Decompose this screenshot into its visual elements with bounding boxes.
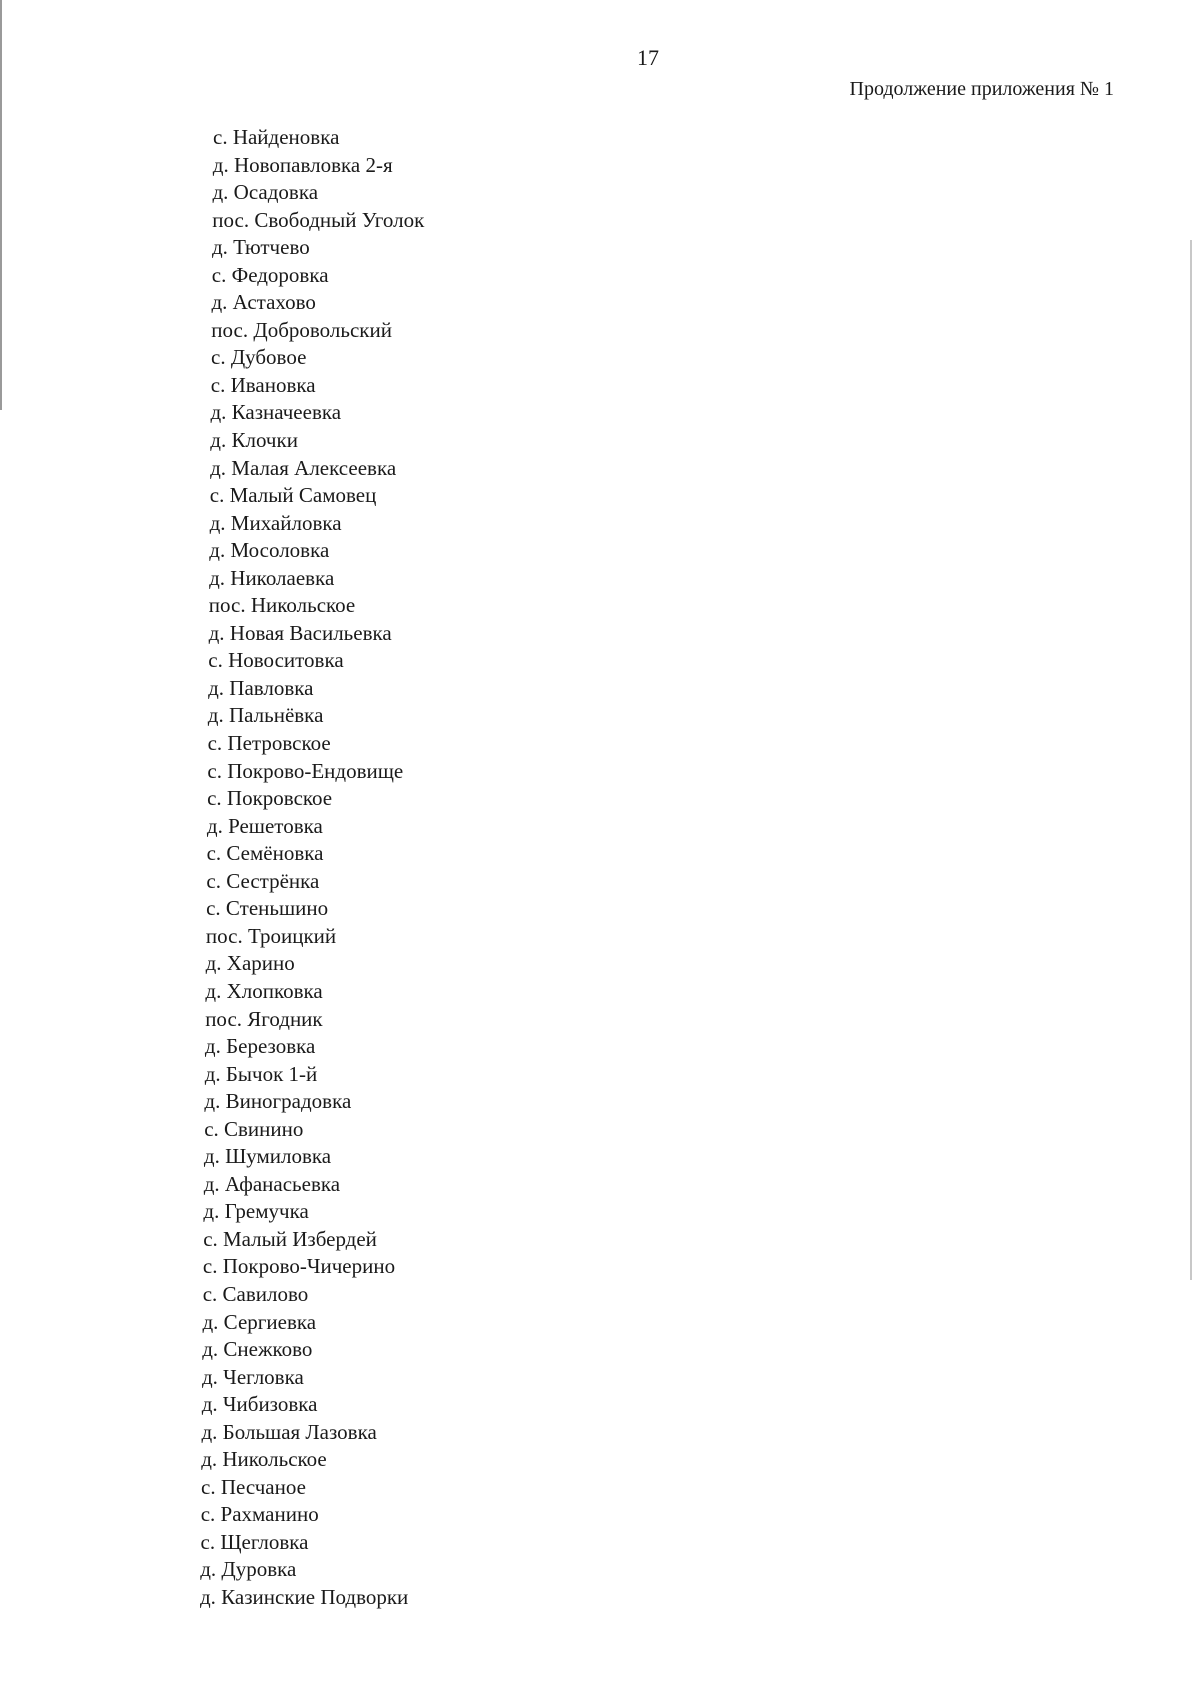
settlement-item: д. Афанасьевка bbox=[203, 1171, 341, 1196]
settlement-item: д. Березовка bbox=[204, 1034, 316, 1059]
settlement-item: д. Тютчево bbox=[212, 235, 310, 260]
settlement-item: д. Шумиловка bbox=[203, 1144, 332, 1169]
settlement-item: с. Песчаное bbox=[201, 1474, 306, 1499]
settlement-item: с. Сестрёнка bbox=[206, 868, 320, 893]
settlement-item: д. Малая Алексеевка bbox=[210, 455, 397, 480]
settlement-item: пос. Никольское bbox=[208, 593, 356, 618]
settlement-item: д. Хлопковка bbox=[205, 978, 323, 1003]
settlement-item: д. Николаевка bbox=[209, 565, 335, 590]
settlement-item: с. Покрово-Чичерино bbox=[202, 1254, 396, 1279]
settlement-item: с. Малый Самовец bbox=[209, 483, 377, 508]
settlement-item: д. Клочки bbox=[210, 428, 298, 453]
settlement-item: д. Астахово bbox=[211, 290, 316, 315]
settlement-item: пос. Ягодник bbox=[205, 1006, 323, 1031]
settlement-item: с. Щегловка bbox=[200, 1529, 309, 1554]
settlement-item: с. Малый Избердей bbox=[203, 1226, 377, 1251]
settlement-item: с. Ивановка bbox=[210, 372, 316, 397]
settlement-item: д. Дуровка bbox=[200, 1557, 297, 1582]
settlement-item: д. Новая Васильевка bbox=[208, 620, 392, 645]
settlement-item: д. Сергиевка bbox=[202, 1309, 317, 1334]
settlement-item: д. Казинские Подворки bbox=[200, 1584, 409, 1609]
settlement-item: д. Пальнёвка bbox=[207, 703, 324, 728]
settlement-item: с. Семёновка bbox=[206, 841, 324, 866]
settlement-item: с. Свинино bbox=[204, 1116, 304, 1141]
settlement-item: д. Большая Лазовка bbox=[201, 1419, 377, 1444]
settlement-item: д. Гремучка bbox=[203, 1199, 309, 1224]
settlement-item: д. Снежково bbox=[202, 1337, 313, 1362]
settlement-item: д. Харино bbox=[205, 951, 295, 976]
settlement-item: д. Виноградовка bbox=[204, 1089, 352, 1114]
settlement-item: с. Новоситовка bbox=[208, 648, 344, 673]
settlement-item: пос. Свободный Уголок bbox=[212, 207, 425, 232]
settlement-item: с. Рахманино bbox=[200, 1502, 319, 1527]
settlement-item: д. Новопавловка 2-я bbox=[212, 152, 393, 177]
settlement-item: д. Мосоловка bbox=[209, 538, 330, 563]
settlement-item: д. Никольское bbox=[201, 1447, 327, 1472]
settlement-item: д. Павловка bbox=[208, 675, 314, 700]
settlement-item: с. Найденовка bbox=[213, 125, 340, 149]
settlement-item: д. Бычок 1-й bbox=[204, 1061, 318, 1086]
settlement-item: с. Савилово bbox=[202, 1281, 309, 1306]
scan-edge-right bbox=[1190, 240, 1192, 1280]
settlement-item: д. Михайловка bbox=[209, 510, 342, 535]
appendix-continuation-note: Продолжение приложения № 1 bbox=[849, 78, 1114, 100]
settlement-item: пос. Добровольский bbox=[211, 317, 392, 342]
settlement-item: с. Стеньшино bbox=[206, 896, 329, 921]
settlement-item: с. Петровское bbox=[207, 731, 331, 756]
settlement-item: д. Решетовка bbox=[206, 813, 323, 838]
settlement-item: с. Покрово-Ендовище bbox=[207, 758, 404, 783]
settlement-item: д. Казначеевка bbox=[210, 400, 342, 425]
settlement-item: с. Покровское bbox=[207, 786, 333, 811]
settlement-list bbox=[0, 124, 425, 1612]
settlement-item: пос. Троицкий bbox=[205, 923, 337, 948]
settlement-item: с. Дубовое bbox=[211, 345, 307, 370]
settlement-item: д. Чегловка bbox=[202, 1364, 304, 1389]
settlement-item: д. Чибизовка bbox=[201, 1392, 318, 1417]
page-number: 17 bbox=[637, 45, 659, 70]
settlement-item: д. Осадовка bbox=[212, 180, 319, 205]
settlement-item: с. Федоровка bbox=[211, 262, 329, 287]
